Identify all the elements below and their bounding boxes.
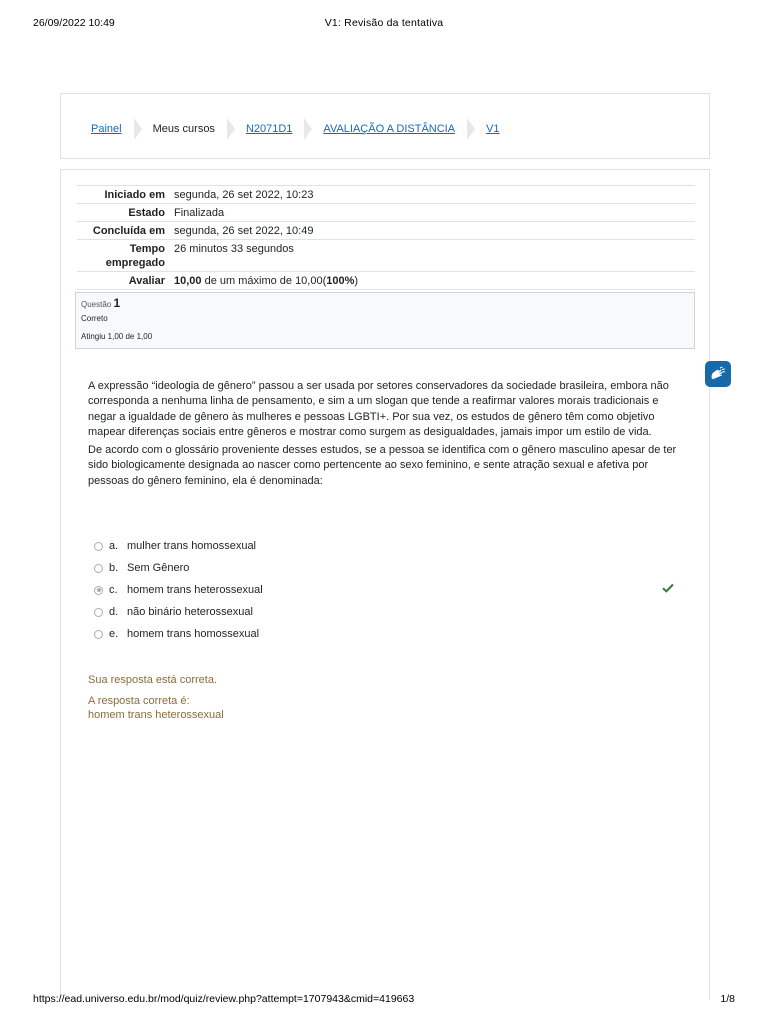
answer-text: homem trans homossexual [127,628,260,640]
answer-option-e[interactable] [94,623,684,645]
summary-row-started [77,185,695,203]
print-page-title: V1: Revisão da tentativa [324,17,444,29]
answer-letter: b. [109,562,119,574]
answer-option-b[interactable] [94,557,684,579]
summary-label-line: empregado [105,257,165,269]
answer-letter: d. [109,606,119,618]
summary-value: segunda, 26 set 2022, 10:23 [174,189,314,201]
answer-text: Sem Gênero [127,562,190,574]
question-label: Questão [81,300,112,309]
question-info-box [75,292,695,349]
grade-score: 10,00 [174,275,202,287]
breadcrumb-painel[interactable]: Painel [91,123,122,135]
grade-close: ) [354,275,359,287]
radio-button[interactable] [94,630,103,639]
feedback-right-answer-label: A resposta correta é: [88,694,190,707]
question-text [88,379,678,489]
answer-text: mulher trans homossexual [127,540,257,552]
radio-button[interactable] [94,542,103,551]
radio-button[interactable] [94,608,103,617]
summary-label: Concluída em [92,225,165,237]
breadcrumb-separator-icon [467,118,476,140]
question-status: Correto [81,314,108,323]
print-url: https://ead.universo.edu.br/mod/quiz/review.php?attempt=1707943&cmid=419663 [33,993,415,1005]
sign-language-hands-icon[interactable] [705,361,731,387]
summary-value: segunda, 26 set 2022, 10:49 [174,225,314,237]
question-paragraph: A expressão “ideologia de gênero” passou a ser usada por setores conservadores da sociedade brasileira, embora não corresponda a nenhuma linha de pensamento, e sim a um slogan que tende a reafirmar valores morais tradicionais e negar a igualdade de gênero às mulheres e pessoas LGBTI+. Por sua vez, os estudos de gênero têm como objetivo mapear diferenças sociais entre gêneros e mostrar como surgem as desigualdades, jamais impor um estilo de vida. [88,380,669,438]
answer-option-c[interactable] [94,579,684,601]
summary-value [174,274,695,288]
attempt-summary-table [77,185,695,290]
answer-letter: a. [109,540,119,552]
print-header [0,17,768,31]
grade-percent: 100% [326,275,355,287]
question-number-value: 1 [113,296,121,310]
question-number [81,296,689,310]
breadcrumb-container [60,93,710,159]
summary-label-line: Tempo [129,243,165,255]
breadcrumb-separator-icon [134,118,143,140]
breadcrumb-separator-icon [304,118,313,140]
print-datetime: 26/09/2022 10:49 [33,17,115,29]
summary-label: Avaliar [128,275,165,287]
grade-text: de um máximo de 10,00( [201,275,327,287]
print-page-number: 1/8 [720,993,735,1005]
feedback-right-answer: homem trans heterossexual [88,709,224,721]
summary-label [77,242,174,270]
answer-option-d[interactable] [94,601,684,623]
radio-button-selected[interactable] [94,586,103,595]
radio-button[interactable] [94,564,103,573]
question-mark: Atingiu 1,00 de 1,00 [81,332,153,341]
summary-value: Finalizada [174,207,225,219]
answer-option-a[interactable] [94,535,684,557]
answer-options [94,535,684,645]
question-paragraph: De acordo com o glossário proveniente desses estudos, se a pessoa se identifica com o gênero masculino apesar de ter sido biologicamente designada ao nascer como pertencente ao sexo feminino, e sente atração sexual e afetiva por pessoas do gênero feminino, ela é denominada: [88,444,677,487]
summary-row-grade [77,271,695,290]
breadcrumb-section[interactable]: AVALIAÇÃO A DISTÂNCIA [323,123,456,135]
answer-text: homem trans heterossexual [127,584,263,596]
summary-row-time [77,239,695,271]
summary-value: 26 minutos 33 segundos [174,243,294,255]
feedback-result: Sua resposta está correta. [88,674,218,686]
summary-label: Estado [128,207,165,219]
answer-feedback [88,673,224,723]
answer-text: não binário heterossexual [127,606,253,618]
breadcrumb-separator-icon [227,118,236,140]
summary-row-state [77,203,695,221]
answer-letter: e. [109,628,119,640]
summary-label: Iniciado em [104,189,165,201]
check-icon [662,583,674,596]
breadcrumb-course[interactable]: N2071D1 [245,123,293,135]
breadcrumb-quiz[interactable]: V1 [486,123,500,135]
answer-letter: c. [109,584,118,596]
summary-row-completed [77,221,695,239]
breadcrumb [91,118,500,140]
breadcrumb-meus-cursos: Meus cursos [152,123,215,135]
